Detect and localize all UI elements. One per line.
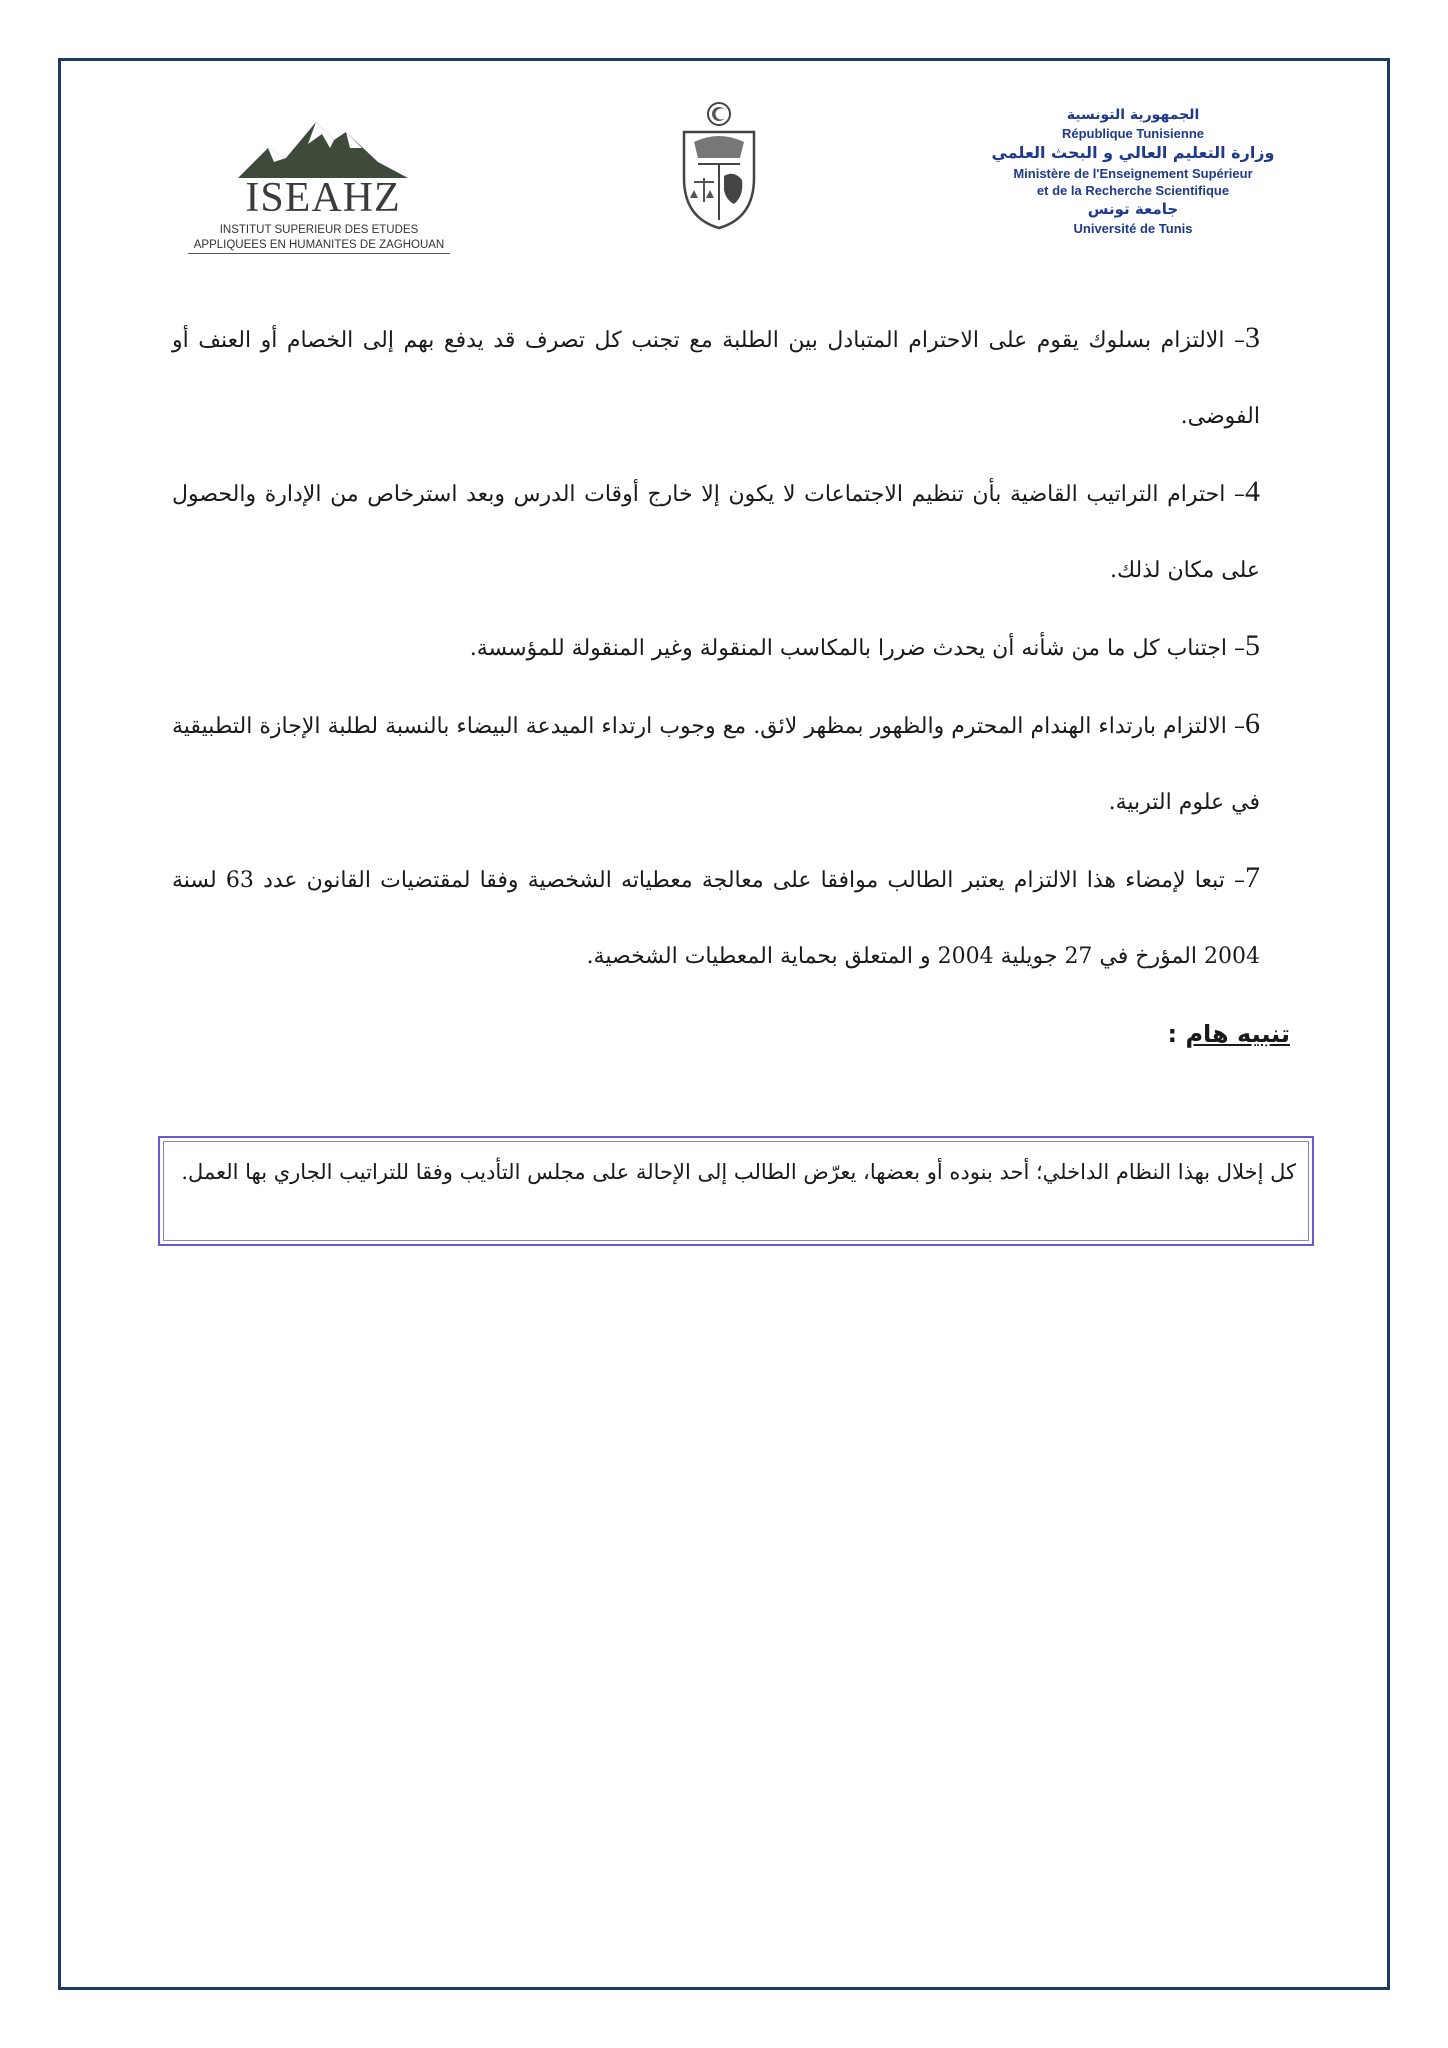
- article-text: الالتزام بسلوك يقوم على الاحترام المتبادل بين الطلبة مع تجنب كل تصرف قد يدفع بهم إلى الخصام أو العنف أو الفوضى.: [172, 328, 1260, 429]
- article-5: 5– اجتناب كل ما من شأنه أن يحدث ضررا بالمكاسب المنقولة وغير المنقولة للمؤسسة.: [469, 629, 1260, 662]
- article-number: 3: [1245, 321, 1260, 354]
- article-6: 6– الالتزام بارتداء الهندام المحترم والظهور بمظهر لائق. مع وجوب ارتداء الميدعة البيضاء بالنسبة لطلبة الإجازة التطبيقية في علوم التربية.: [172, 707, 1260, 815]
- warning-title: [1167, 1020, 1290, 1048]
- tunisia-coat-of-arms-icon: [678, 100, 760, 232]
- ministry-ar: وزارة التعليم العالي و البحث العلمي: [991, 143, 1275, 163]
- article-3: 3– الالتزام بسلوك يقوم على الاحترام المتبادل بين الطلبة مع تجنب كل تصرف قد يدفع بهم إلى الخصام أو العنف أو الفوضى.: [172, 321, 1260, 429]
- logo-name: ISEAHZ: [245, 175, 401, 221]
- iseahz-logo: [188, 118, 450, 258]
- article-number: 5: [1245, 629, 1260, 662]
- article-7: 7– تبعا لإمضاء هذا الالتزام يعتبر الطالب موافقا على معالجة معطياته الشخصية وفقا لمقتضيات القانون عدد 63 لسنة 2004 المؤرخ في 27 جويلية 2004 و المتعلق بحماية المعطيات الشخصية.: [172, 861, 1261, 969]
- warning-notice-box: [158, 1136, 1314, 1246]
- logo-subtitle-1: INSTITUT SUPERIEUR DES ETUDES: [219, 224, 419, 236]
- logo-subtitle-2: APPLIQUEES EN HUMANITES DE ZAGHOUAN: [188, 239, 450, 254]
- republic-fr: République Tunisienne: [1061, 125, 1205, 141]
- warning-title-text: تنبيه هام: [1185, 1020, 1290, 1048]
- article-text: الالتزام بارتداء الهندام المحترم والظهور بمظهر لائق. مع وجوب ارتداء الميدعة البيضاء بالنسبة لطلبة الإجازة التطبيقية في علوم التربية.: [172, 714, 1260, 815]
- article-text: تبعا لإمضاء هذا الالتزام يعتبر الطالب موافقا على معالجة معطياته الشخصية وفقا لمقتضيات القانون عدد 63 لسنة 2004 المؤرخ في 27 جويلية 2004 و المتعلق بحماية المعطيات الشخصية.: [172, 868, 1260, 969]
- article-text: احترام التراتيب القاضية بأن تنظيم الاجتماعات لا يكون إلا خارج أوقات الدرس وبعد استرخاص من الإدارة والحصول على مكان لذلك.: [172, 482, 1260, 583]
- ministry-fr-2: et de la Recherche Scientifique: [1036, 182, 1230, 198]
- university-ar: جامعة تونس: [1087, 200, 1179, 219]
- mountain-logo-icon: [238, 118, 408, 180]
- article-4: 4– احترام التراتيب القاضية بأن تنظيم الاجتماعات لا يكون إلا خارج أوقات الدرس وبعد استرخاص من الإدارة والحصول على مكان لذلك.: [172, 475, 1261, 583]
- republic-ar: الجمهورية التونسية: [1066, 107, 1200, 123]
- ministry-fr-1: Ministère de l'Enseignement Supérieur: [1013, 166, 1253, 182]
- ministry-header: [968, 108, 1298, 236]
- warning-text: كل إخلال بهذا النظام الداخلي؛ أحد بنوده أو بعضها، يعرّض الطالب إلى الإحالة على مجلس التأديب وفقا للتراتيب الجاري بها العمل.: [181, 1160, 1296, 1184]
- article-text: اجتناب كل ما من شأنه أن يحدث ضررا بالمكاسب المنقولة وغير المنقولة للمؤسسة.: [469, 636, 1227, 661]
- article-number: 6: [1245, 707, 1260, 740]
- article-number: 4: [1245, 475, 1261, 508]
- university-fr: Université de Tunis: [1073, 221, 1193, 237]
- warning-colon: :: [1167, 1020, 1186, 1048]
- article-number: 7: [1245, 861, 1261, 894]
